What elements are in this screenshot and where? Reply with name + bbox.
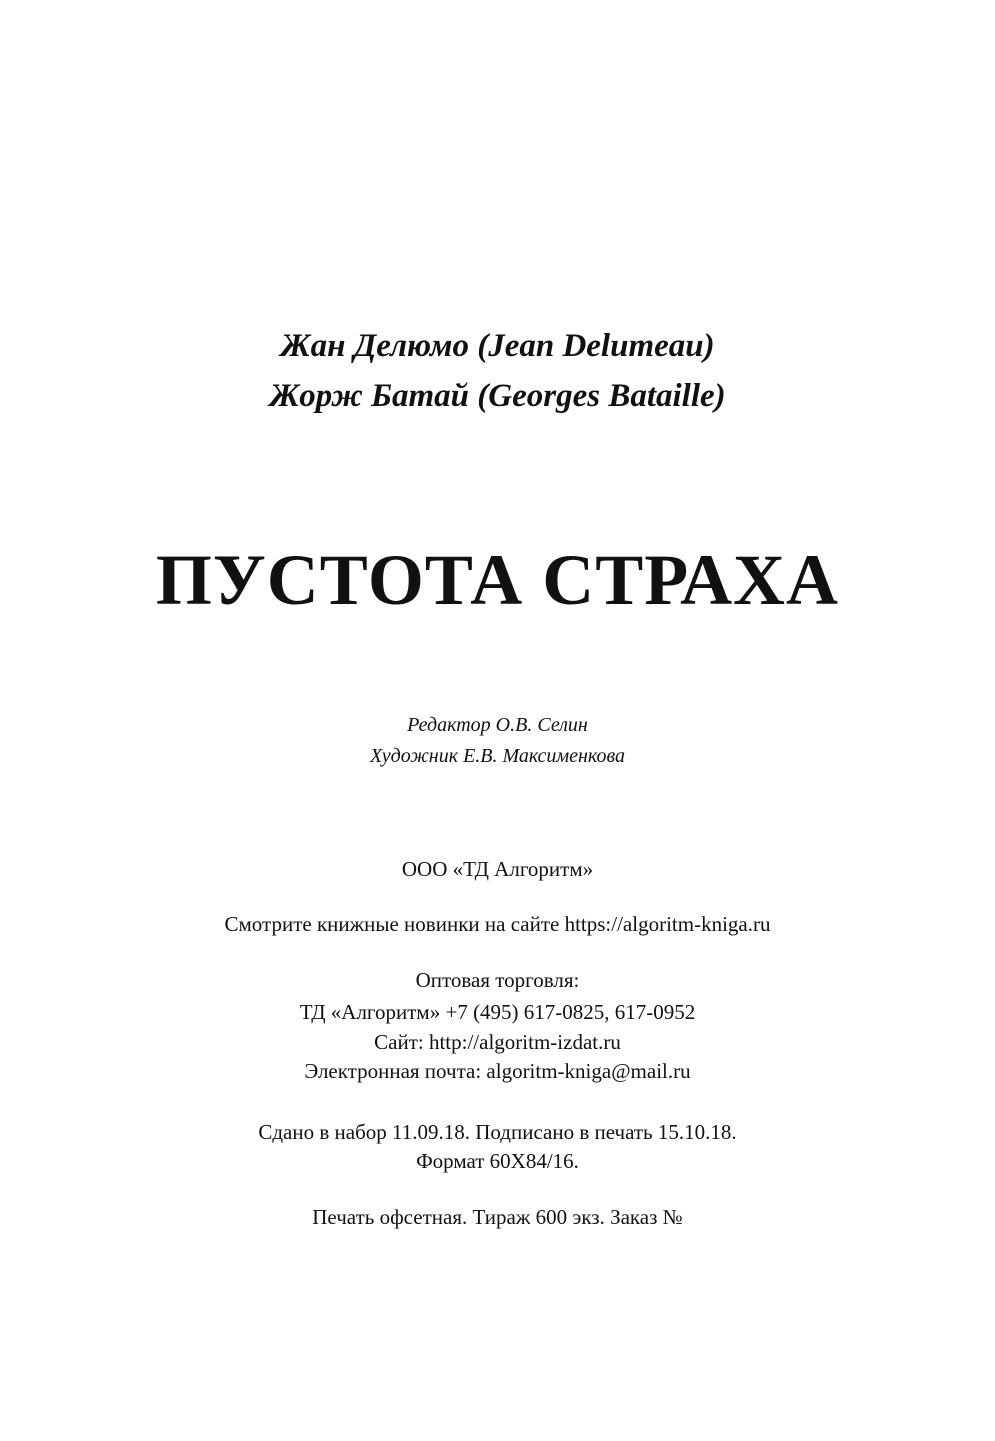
- website-note: Смотрите книжные новинки на сайте https://algoritm-kniga.ru: [224, 912, 771, 936]
- editor-credit: Редактор О.В. Селин: [407, 714, 588, 736]
- production-dates: Сдано в набор 11.09.18. Подписано в печать 15.10.18.: [258, 1120, 737, 1144]
- wholesale-phone: ТД «Алгоритм» +7 (495) 617-0825, 617-0952: [299, 1000, 696, 1024]
- book-title: ПУСТОТА СТРАХА: [155, 540, 840, 620]
- author-line-2: Жорж Батай (Georges Bataille): [269, 378, 726, 414]
- paper-format: Формат 60Х84/16.: [416, 1149, 579, 1173]
- wholesale-heading: Оптовая торговля:: [415, 968, 580, 992]
- wholesale-site: Сайт: http://algoritm-izdat.ru: [374, 1030, 621, 1054]
- print-info: Печать офсетная. Тираж 600 экз. Заказ №: [312, 1205, 683, 1229]
- author-line-1: Жан Делюмо (Jean Delumeau): [280, 328, 715, 364]
- wholesale-email: Электронная почта: algoritm-kniga@mail.ru: [304, 1059, 691, 1083]
- artist-credit: Художник Е.В. Максименкова: [369, 745, 626, 767]
- publisher-name: ООО «ТД Алгоритм»: [401, 857, 594, 881]
